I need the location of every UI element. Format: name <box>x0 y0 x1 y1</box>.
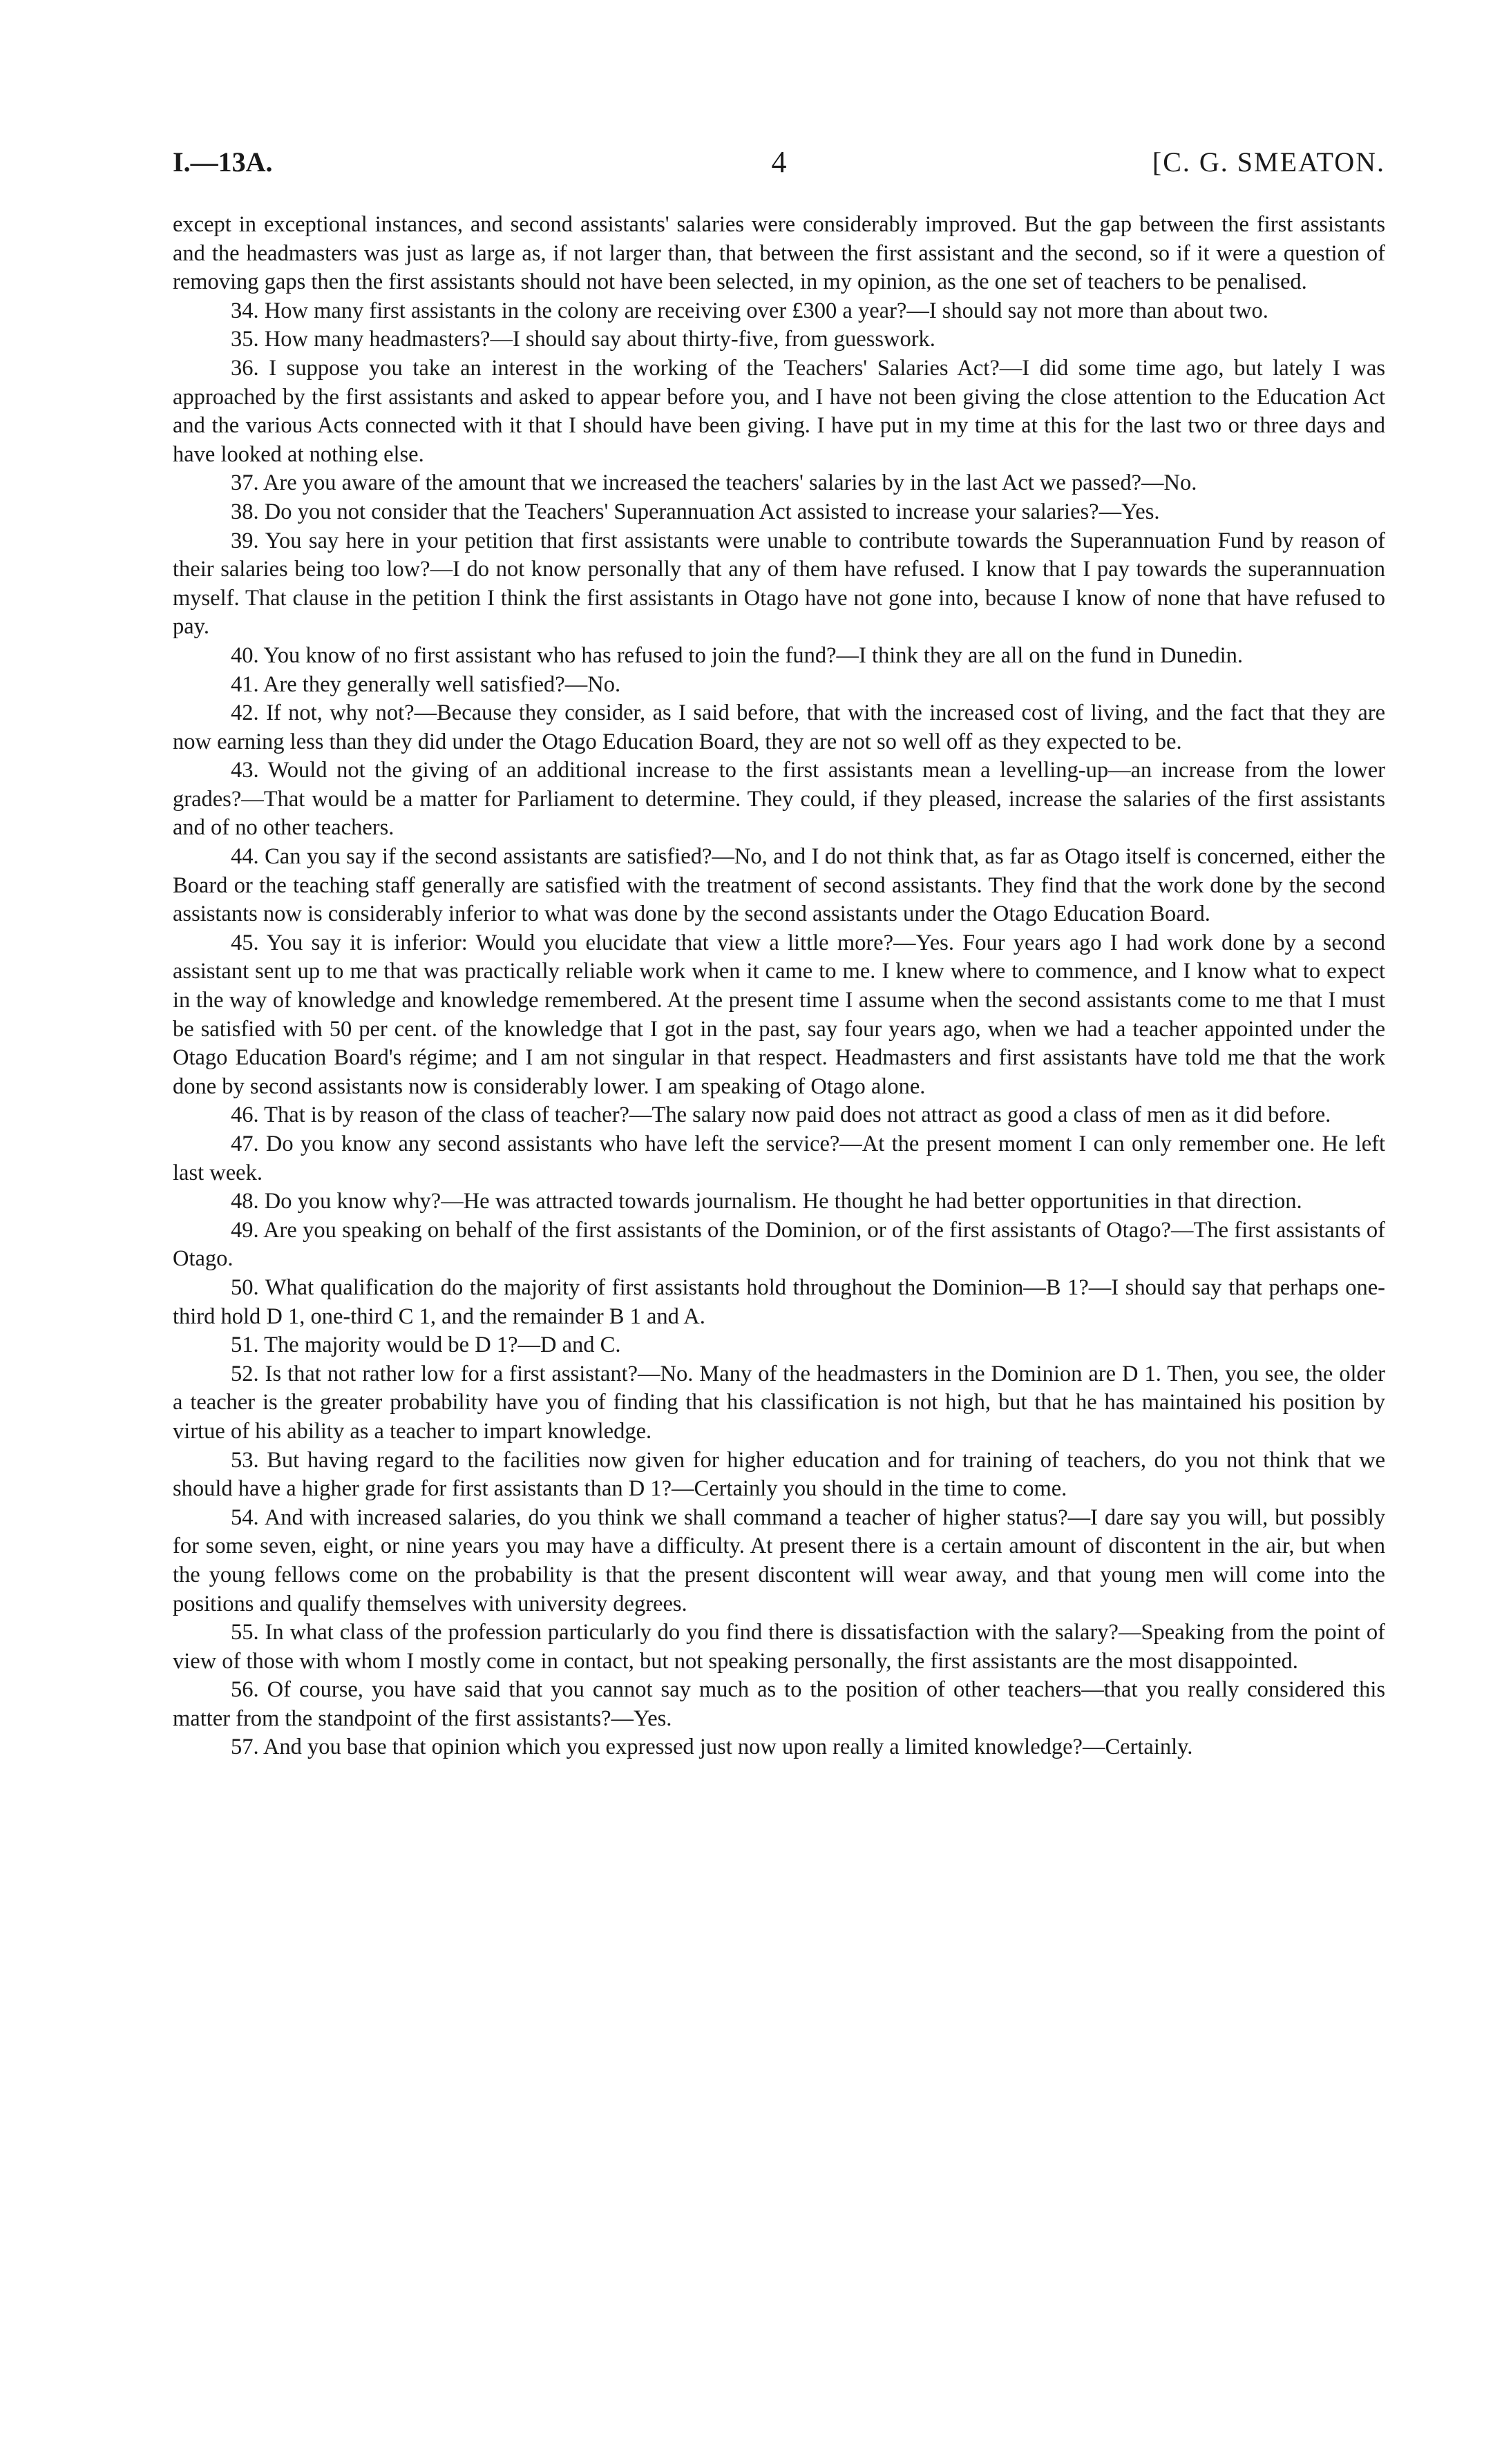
question-55: 55. In what class of the profession particularly do you find there is dissatisfaction with the salary?—Speaking from the point of view of those with whom I mostly come in contact, but not speaking personally, the first assistants are the most disappointed. <box>173 1620 1385 1674</box>
page-header <box>173 142 1385 183</box>
question-37: 37. Are you aware of the amount that we increased the teachers' salaries by in the last Act we passed?—No. <box>231 470 1197 496</box>
question-43: 43. Would not the giving of an additional increase to the first assistants mean a levelling-up—an increase from the lower grades?—That would be a matter for Parliament to determine. They could, if they pleased, increase the salaries of the first assistants and of no other teachers. <box>173 758 1385 841</box>
question-53: 53. But having regard to the facilities now given for higher education and for training of teachers, do you not think that we should have a higher grade for first assistants than D 1?—Certainly you should in the time to come. <box>173 1447 1385 1502</box>
question-45: 45. You say it is inferior: Would you elucidate that view a little more?—Yes. Four years ago I had work done by a second assistant sent up to me that was practically reliable work when it came to me. I knew where to commence, and I know what to expect in the way of knowledge and knowledge remembered. At the present time I assume when the second assistants come to me that I must be satisfied with 50 per cent. of the knowledge that I got in the past, say four years ago, when we had a teacher appointed under the Otago Education Board's régime; and I am not singular in that respect. Headmasters and first assistants have told me that the work done by second assistants now is considerably lower. I am speaking of Otago alone. <box>173 930 1385 1099</box>
question-38: 38. Do you not consider that the Teachers' Superannuation Act assisted to increase your salaries?—Yes. <box>231 499 1160 524</box>
question-36: 36. I suppose you take an interest in the working of the Teachers' Salaries Act?—I did some time ago, but lately I was approached by the first assistants and asked to appear before you, and I have not been giving the close attention to the Education Act and the various Acts connected with it that I should have been giving. I have put in my time at this for the last two or three days and have looked at nothing else. <box>173 355 1385 467</box>
question-40: 40. You know of no first assistant who has refused to join the fund?—I think they are all on the fund in Dunedin. <box>231 642 1243 668</box>
question-42: 42. If not, why not?—Because they consider, as I said before, that with the increased cost of living, and the fact that they are now earning less than they did under the Otago Education Board, they are not so well off as they expected to be. <box>173 700 1385 754</box>
question-41: 41. Are they generally well satisfied?—No. <box>231 671 621 697</box>
question-47: 47. Do you know any second assistants who have left the service?—At the present moment I can only remember one. He left last week. <box>173 1131 1385 1185</box>
question-44: 44. Can you say if the second assistants are satisfied?—No, and I do not think that, as far as Otago itself is concerned, either the Board or the teaching staff generally are satisfied with the treatment of second assistants. They find that the work done by the second assistants now is considerably inferior to what was done by the second assistants under the Otago Education Board. <box>173 844 1385 927</box>
page-number: 4 <box>771 145 787 179</box>
question-50: 50. What qualification do the majority of first assistants hold throughout the Dominion—B 1?—I should say that perhaps one-third hold D 1, one-third C 1, and the remainder B 1 and A. <box>173 1274 1385 1329</box>
question-51: 51. The majority would be D 1?—D and C. <box>231 1333 621 1358</box>
question-56: 56. Of course, you have said that you cannot say much as to the position of other teachers—that you really considered this matter from the standpoint of the first assistants?—Yes. <box>173 1677 1385 1731</box>
question-39: 39. You say here in your petition that first assistants were unable to contribute towards the Superannuation Fund by reason of their salaries being too low?—I do not know personally that any of them have refused. I know that I pay towards the superannuation myself. That clause in the petition I think the first assistants in Otago have not gone into, because I know of none that have refused to pay. <box>173 528 1385 640</box>
question-34: 34. How many first assistants in the colony are receiving over £300 a year?—I should say not more than about two. <box>231 298 1268 323</box>
question-49: 49. Are you speaking on behalf of the first assistants of the Dominion, or of the first assistants of Otago?—The first assistants of Otago. <box>173 1217 1385 1272</box>
question-48: 48. Do you know why?—He was attracted towards journalism. He thought he had better opportunities in that direction. <box>231 1189 1302 1214</box>
question-52: 52. Is that not rather low for a first assistant?—No. Many of the headmasters in the Dominion are D 1. Then, you see, the older a teacher is the greater probability have you of finding that his classification is not high, but that he has maintained his position by virtue of his ability as a teacher to impart knowledge. <box>173 1361 1385 1444</box>
witness-name: [C. G. SMEATON. <box>1152 146 1385 178</box>
continued-paragraph: except in exceptional instances, and second assistants' salaries were considerably improved. But the gap between the first assistants and the headmasters was just as large as, if not larger than, that between the first assistant and the second, so if it were a question of removing gaps then the first assistants should not have been selected, in my opinion, as the one set of teachers to be penalised. <box>173 212 1385 295</box>
page-body <box>173 211 1385 1762</box>
question-54: 54. And with increased salaries, do you think we shall command a teacher of higher status?—I dare say you will, but possibly for some seven, eight, or nine years you may have a difficulty. At present there is a certain amount of discontent in the air, but when the young fellows come on the probability is that the present discontent will wear away, and that young men will come into the positions and qualify themselves with university degrees. <box>173 1505 1385 1616</box>
question-46: 46. That is by reason of the class of teacher?—The salary now paid does not attract as good a class of men as it did before. <box>231 1102 1331 1128</box>
question-57: 57. And you base that opinion which you expressed just now upon really a limited knowledge?—Certainly. <box>231 1735 1193 1760</box>
question-35: 35. How many headmasters?—I should say about thirty-five, from guesswork. <box>231 327 935 352</box>
paper-reference: I.—13A. <box>173 146 273 178</box>
